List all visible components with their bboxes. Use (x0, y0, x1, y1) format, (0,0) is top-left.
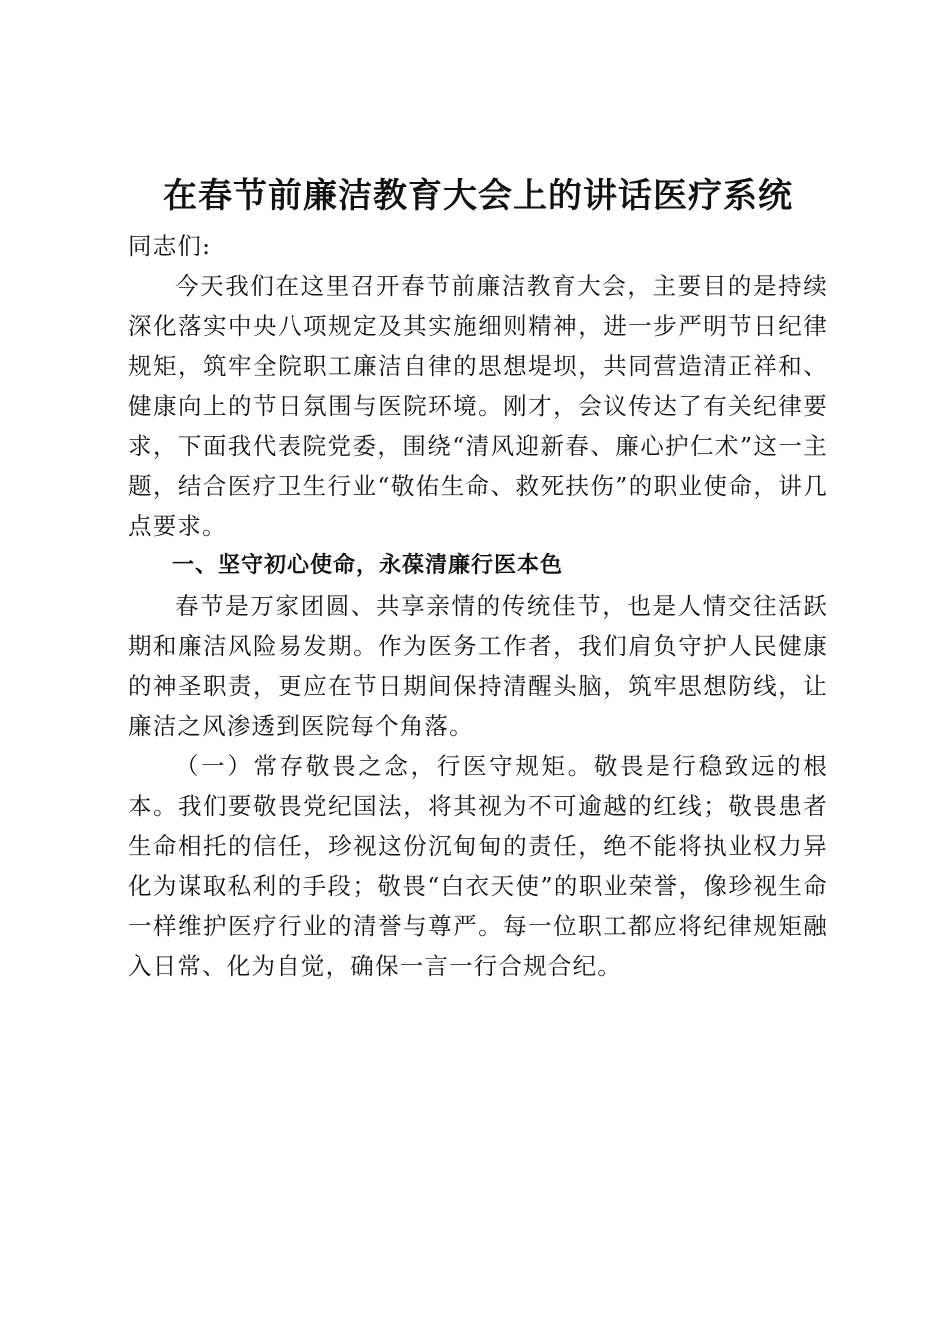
paragraph-section-1: 春节是万家团圆、共享亲情的传统佳节，也是人情交往活跃期和廉洁风险易发期。作为医务工作者，我们肩负守护人民健康的神圣职责，更应在节日期间保持清醒头脑，筑牢思想防线，让廉洁之风渗透到医院每个角落。 (128, 592, 828, 740)
document-body (128, 226, 828, 986)
document-title: 在春节前廉洁教育大会上的讲话医疗系统 (163, 176, 793, 216)
paragraph-subsection-1: （一）常存敬畏之念，行医守规矩。敬畏是行稳致远的根本。我们要敬畏党纪国法，将其视为不可逾越的红线；敬畏患者生命相托的信任，珍视这份沉甸甸的责任，绝不能将执业权力异化为谋取私利的手段；敬畏“白衣天使”的职业荣誉，像珍视生命一样维护医疗行业的清誉与尊严。每一位职工都应将纪律规矩融入日常、化为自觉，确保一言一行合规合纪。 (128, 752, 828, 980)
paragraph-intro: 今天我们在这里召开春节前廉洁教育大会，主要目的是持续深化落实中央八项规定及其实施细则精神，进一步严明节日纪律规矩，筑牢全院职工廉洁自律的思想堤坝，共同营造清正祥和、健康向上的节日氛围与医院环境。刚才，会议传达了有关纪律要求，下面我代表院党委，围绕“清风迎新春、廉心护仁术”这一主题，结合医疗卫生行业“敬佑生命、救死扶伤”的职业使命，讲几点要求。 (128, 272, 828, 540)
salutation: 同志们: (128, 232, 212, 260)
section-heading-1: 一、坚守初心使命，永葆清廉行医本色 (172, 553, 564, 578)
